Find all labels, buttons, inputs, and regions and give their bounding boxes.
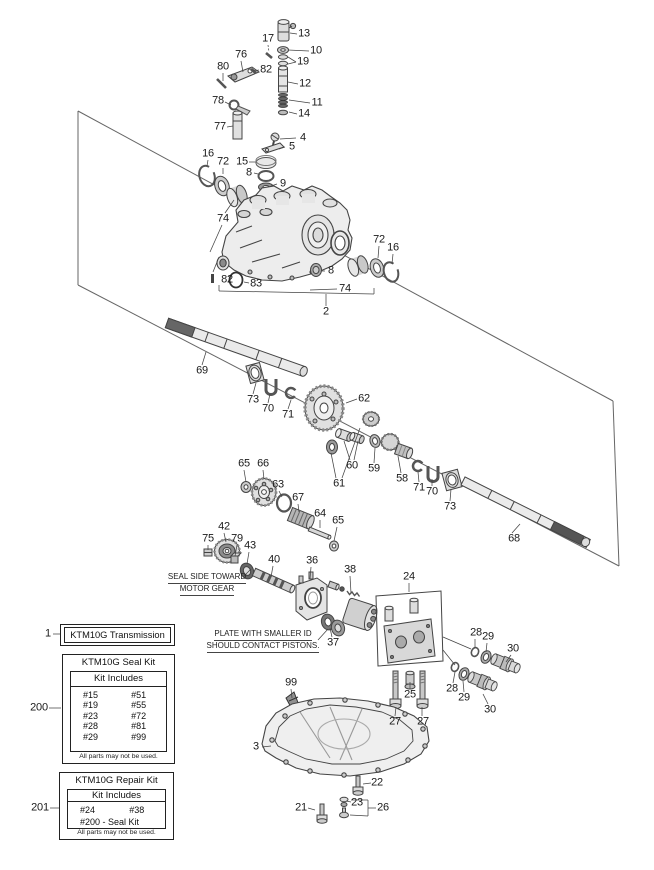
repair-kit-inner bbox=[67, 789, 166, 829]
part-77-cylinder bbox=[233, 111, 242, 139]
part-label-21: 21 bbox=[295, 801, 307, 814]
part-17-pin bbox=[266, 53, 272, 58]
part-label-99: 99 bbox=[285, 676, 297, 689]
part-27-bolt-right bbox=[417, 671, 428, 709]
part-13-fitting bbox=[278, 20, 296, 41]
part-38-pin-spring bbox=[328, 581, 360, 596]
part-40-pump-shaft bbox=[252, 568, 295, 593]
part-label-64: 64 bbox=[314, 507, 326, 520]
part-label-26: 26 bbox=[377, 801, 389, 814]
part-label-71: 71 bbox=[282, 408, 294, 421]
part-label-75: 75 bbox=[202, 532, 214, 545]
part-73-flange-left bbox=[246, 362, 264, 383]
note-plate bbox=[202, 629, 324, 653]
part-27-bolt-left bbox=[390, 671, 401, 709]
part-label-8-2: 8 bbox=[328, 264, 334, 277]
repair-kit-extra-row: #200 - Seal Kit bbox=[80, 817, 140, 827]
repair-kit-box bbox=[59, 772, 174, 840]
part-label-70: 70 bbox=[262, 402, 274, 415]
part-76-arm bbox=[228, 67, 259, 82]
seal-kit-item: #19 bbox=[83, 700, 99, 711]
part-label-40: 40 bbox=[268, 553, 280, 566]
part-75-nut bbox=[204, 549, 212, 556]
part-label-17: 17 bbox=[262, 32, 274, 45]
part-30-fitting-upper bbox=[489, 652, 522, 676]
part-label-74: 74 bbox=[217, 212, 229, 225]
part-label-13: 13 bbox=[298, 27, 310, 40]
part-12-cylinder bbox=[279, 66, 288, 92]
note-plate-line2: SHOULD CONTACT PISTONS. bbox=[207, 641, 320, 653]
part-label-68: 68 bbox=[508, 532, 520, 545]
part-15-cap bbox=[256, 156, 276, 169]
part-label-24: 24 bbox=[403, 570, 415, 583]
part-71-clip-right bbox=[411, 459, 425, 473]
part-82-pin-bottom bbox=[211, 274, 214, 283]
part-label-42: 42 bbox=[218, 520, 230, 533]
part-label-27-2: 27 bbox=[417, 715, 429, 728]
seal-kit-item: #29 bbox=[83, 731, 99, 742]
part-label-201: 201 bbox=[31, 801, 49, 814]
part-label-65-2: 65 bbox=[332, 514, 344, 527]
transmission-box bbox=[60, 624, 175, 646]
part-label-14: 14 bbox=[298, 107, 310, 120]
part-4-bolt bbox=[271, 133, 279, 145]
part-label-25: 25 bbox=[404, 688, 416, 701]
part-label-66: 66 bbox=[257, 457, 269, 470]
transmission-box-title: KTM10G Transmission bbox=[64, 627, 171, 643]
seal-kit-item: #28 bbox=[83, 721, 99, 732]
part-67-splined-coupling bbox=[287, 508, 315, 530]
part-63-ring bbox=[277, 495, 291, 512]
part-label-62: 62 bbox=[358, 392, 370, 405]
part-label-73-2: 73 bbox=[444, 500, 456, 513]
part-label-61: 61 bbox=[333, 477, 345, 490]
part-label-82: 82 bbox=[260, 63, 272, 76]
part-68-axle-shaft bbox=[461, 477, 591, 548]
repair-kit-title: KTM10G Repair Kit bbox=[75, 775, 158, 786]
part-70-clip-left bbox=[266, 379, 276, 395]
seal-kit-item: #55 bbox=[131, 700, 147, 711]
part-label-30-2: 30 bbox=[484, 703, 496, 716]
part-label-10: 10 bbox=[310, 44, 322, 57]
part-62-ring-gear bbox=[305, 386, 343, 430]
part-label-78: 78 bbox=[212, 94, 224, 107]
part-60-bushings bbox=[334, 428, 365, 444]
part-label-4: 4 bbox=[300, 131, 306, 144]
part-label-200: 200 bbox=[30, 701, 48, 714]
part-label-74-2: 74 bbox=[339, 282, 351, 295]
part-label-76: 76 bbox=[235, 48, 247, 61]
note-seal-side bbox=[166, 572, 248, 596]
part-label-23: 23 bbox=[351, 796, 363, 809]
part-label-36: 36 bbox=[306, 554, 318, 567]
part-24-valve-body bbox=[384, 598, 435, 663]
part-label-72: 72 bbox=[217, 155, 229, 168]
part-label-1: 1 bbox=[45, 627, 51, 640]
part-label-29: 29 bbox=[482, 630, 494, 643]
seal-kit-item: #81 bbox=[131, 721, 147, 732]
seal-kit-header: Kit Includes bbox=[71, 672, 166, 687]
part-label-79: 79 bbox=[231, 532, 243, 545]
part-label-16-2: 16 bbox=[387, 241, 399, 254]
note-seal-side-line1: SEAL SIDE TOWARD bbox=[168, 572, 246, 584]
seal-kit-item: #72 bbox=[131, 710, 147, 721]
note-seal-side-line2: MOTOR GEAR bbox=[180, 584, 235, 596]
part-69-axle-shaft bbox=[165, 318, 308, 377]
seal-kit-inner bbox=[70, 671, 167, 752]
part-79-key bbox=[231, 553, 241, 563]
note-plate-line1: PLATE WITH SMALLER ID bbox=[214, 629, 311, 641]
part-36-center-section bbox=[296, 572, 327, 620]
repair-kit-item: #24 bbox=[80, 805, 96, 815]
seal-kit-rows bbox=[71, 687, 166, 742]
part-label-28: 28 bbox=[470, 626, 482, 639]
part-65-washer-left bbox=[241, 482, 251, 493]
part-label-65: 65 bbox=[238, 457, 250, 470]
part-61-pinion-gear bbox=[363, 412, 379, 426]
part-label-11: 11 bbox=[311, 96, 323, 109]
part-8-ring-top bbox=[259, 171, 274, 181]
part-58-bevel-gear bbox=[382, 434, 414, 459]
part-label-59: 59 bbox=[368, 462, 380, 475]
part-26-bolt bbox=[340, 808, 349, 818]
seal-kit-item: #99 bbox=[131, 731, 147, 742]
part-14-washer bbox=[278, 110, 287, 115]
part-label-12: 12 bbox=[299, 77, 311, 90]
part-label-60: 60 bbox=[346, 459, 358, 472]
part-label-9: 9 bbox=[280, 177, 286, 190]
part-83-oring bbox=[230, 273, 243, 288]
part-label-80: 80 bbox=[217, 60, 229, 73]
part-30-fitting-lower bbox=[466, 670, 499, 694]
part-label-77: 77 bbox=[214, 120, 226, 133]
part-label-37: 37 bbox=[327, 636, 339, 649]
part-label-38: 38 bbox=[344, 563, 356, 576]
part-label-28-2: 28 bbox=[446, 682, 458, 695]
part-label-70-2: 70 bbox=[426, 485, 438, 498]
part-70-clip-right bbox=[428, 466, 438, 482]
part-10-nut bbox=[278, 47, 289, 54]
seal-kit-item: #23 bbox=[83, 710, 99, 721]
part-label-73: 73 bbox=[247, 393, 259, 406]
part-28-oring-upper bbox=[470, 647, 480, 658]
part-66-gear bbox=[252, 479, 276, 506]
part-label-72-2: 72 bbox=[373, 233, 385, 246]
part-21-bolt bbox=[317, 804, 327, 823]
part-label-69: 69 bbox=[196, 364, 208, 377]
repair-kit-footer: All parts may not be used. bbox=[77, 829, 156, 836]
seal-kit-footer: All parts may not be used. bbox=[79, 753, 158, 760]
part-8-plug-right bbox=[311, 264, 322, 277]
part-label-3: 3 bbox=[253, 740, 259, 753]
part-label-71-2: 71 bbox=[413, 481, 425, 494]
part-label-29-2: 29 bbox=[458, 691, 470, 704]
seal-kit-box bbox=[62, 654, 175, 764]
part-label-19: 19 bbox=[297, 55, 309, 68]
seal-kit-item: #15 bbox=[83, 690, 99, 700]
part-19-washers bbox=[278, 55, 287, 66]
seal-kit-title: KTM10G Seal Kit bbox=[81, 657, 156, 668]
part-80-pin bbox=[217, 79, 226, 88]
part-3-lower-housing bbox=[262, 698, 429, 777]
reference-frame bbox=[78, 107, 619, 566]
part-label-58: 58 bbox=[396, 472, 408, 485]
part-37-piston-block bbox=[342, 598, 380, 632]
part-label-5: 5 bbox=[289, 140, 295, 153]
part-59-bearing bbox=[368, 433, 381, 448]
part-61-thrust-washer bbox=[327, 440, 338, 454]
part-label-43: 43 bbox=[244, 539, 256, 552]
part-label-67: 67 bbox=[292, 491, 304, 504]
part-label-27: 27 bbox=[389, 715, 401, 728]
part-73-flange-right bbox=[442, 469, 462, 491]
part-label-63: 63 bbox=[272, 478, 284, 491]
part-65-washer-right bbox=[330, 541, 339, 551]
part-label-30: 30 bbox=[507, 642, 519, 655]
part-11-spring bbox=[278, 93, 287, 107]
part-label-8: 8 bbox=[246, 166, 252, 179]
part-label-22: 22 bbox=[371, 776, 383, 789]
seal-kit-item: #51 bbox=[131, 690, 147, 700]
part-23-washer-nut bbox=[340, 797, 348, 806]
part-label-82-2: 82 bbox=[221, 273, 233, 286]
part-22-bolt bbox=[353, 776, 363, 795]
part-label-15: 15 bbox=[236, 155, 248, 168]
part-64-pin bbox=[308, 527, 331, 539]
part-label-83: 83 bbox=[250, 277, 262, 290]
part-label-2: 2 bbox=[323, 305, 329, 318]
part-label-16: 16 bbox=[202, 147, 214, 160]
part-28-oring-lower bbox=[450, 662, 460, 673]
repair-kit-header: Kit Includes bbox=[68, 790, 165, 802]
repair-kit-item: #38 bbox=[129, 805, 145, 815]
